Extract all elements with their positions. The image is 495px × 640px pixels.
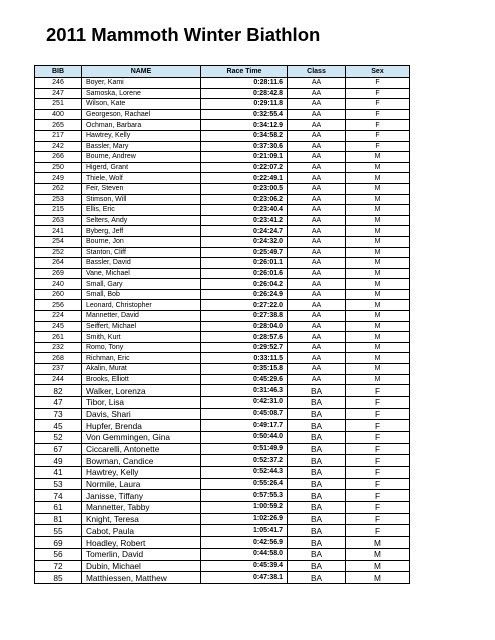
race-time-cell: 0:45:08.7 [201,408,288,420]
race-time-cell: 0:42:56.9 [201,537,288,549]
sex-cell: M [346,194,410,205]
table-row [35,537,410,549]
name-cell: Georgeson, Rachael [82,109,201,120]
bib-cell: 73 [35,408,82,420]
name-cell: Tibor, Lisa [82,396,201,408]
column-header-bib: BIB [35,66,82,78]
race-time-cell: 0:32:55.4 [201,109,288,120]
bib-cell: 252 [35,247,82,258]
bib-cell: 247 [35,88,82,99]
race-time-cell: 0:26:04.2 [201,279,288,290]
bib-cell: 55 [35,525,82,537]
name-cell: Hawtrey, Kelly [82,130,201,141]
class-cell: AA [288,279,346,290]
class-cell: BA [288,396,346,408]
table-row [35,525,410,537]
race-time-cell: 0:45:39.4 [201,560,288,572]
name-cell: Vane, Michael [82,268,201,279]
name-cell: Samoska, Lorene [82,88,201,99]
table-row [35,502,410,514]
name-cell: Akalin, Murat [82,364,201,375]
name-cell: Walker, Lorenza [82,385,201,397]
race-time-cell: 0:23:40.4 [201,205,288,216]
sex-cell: M [346,537,410,549]
bib-cell: 74 [35,490,82,502]
bib-cell: 254 [35,236,82,247]
bib-cell: 61 [35,502,82,514]
bib-cell: 250 [35,162,82,173]
table-row [35,120,410,131]
table-row [35,420,410,432]
race-time-cell: 0:42:31.0 [201,396,288,408]
bib-cell: 232 [35,342,82,353]
class-cell: BA [288,455,346,467]
table-row [35,205,410,216]
race-time-cell: 0:21:09.1 [201,152,288,163]
sex-cell: M [346,173,410,184]
race-time-cell: 1:05:41.7 [201,525,288,537]
sex-cell: M [346,572,410,584]
table-row [35,289,410,300]
sex-cell: M [346,152,410,163]
table-row [35,109,410,120]
class-cell: AA [288,268,346,279]
bib-cell: 69 [35,537,82,549]
bib-cell: 269 [35,268,82,279]
name-cell: Hupfer, Brenda [82,420,201,432]
name-cell: Janisse, Tiffany [82,490,201,502]
race-time-cell: 0:51:49.9 [201,443,288,455]
sex-cell: M [346,374,410,385]
class-cell: BA [288,420,346,432]
sex-cell: M [346,560,410,572]
table-row [35,300,410,311]
class-cell: AA [288,289,346,300]
class-cell: AA [288,258,346,269]
sex-cell: M [346,205,410,216]
name-cell: Hawtrey, Kelly [82,467,201,479]
table-row [35,572,410,584]
class-cell: AA [288,247,346,258]
class-cell: AA [288,364,346,375]
bib-cell: 265 [35,120,82,131]
sex-cell: F [346,525,410,537]
bib-cell: 81 [35,513,82,525]
race-time-cell: 0:24:32.0 [201,236,288,247]
table-row [35,353,410,364]
name-cell: Bowman, Candice [82,455,201,467]
sex-cell: M [346,268,410,279]
name-cell: Boyer, Kami [82,78,201,89]
race-time-cell: 0:22:49.1 [201,173,288,184]
race-time-cell: 0:23:06.2 [201,194,288,205]
class-cell: BA [288,513,346,525]
table-row [35,548,410,560]
race-time-cell: 0:52:37.2 [201,455,288,467]
table-row [35,99,410,110]
class-cell: AA [288,88,346,99]
race-time-cell: 0:23:41.2 [201,215,288,226]
class-cell: BA [288,548,346,560]
race-time-cell: 0:29:52.7 [201,342,288,353]
table-row [35,226,410,237]
bib-cell: 242 [35,141,82,152]
class-cell: AA [288,109,346,120]
race-time-cell: 0:26:24.9 [201,289,288,300]
class-cell: AA [288,342,346,353]
sex-cell: M [346,289,410,300]
bib-cell: 253 [35,194,82,205]
sex-cell: M [346,279,410,290]
race-time-cell: 0:37:30.6 [201,141,288,152]
race-time-cell: 0:27:38.8 [201,311,288,322]
name-cell: Hoadley, Robert [82,537,201,549]
class-cell: AA [288,120,346,131]
table-row [35,311,410,322]
name-cell: Smith, Kurt [82,332,201,343]
table-row [35,152,410,163]
table-row [35,443,410,455]
race-time-cell: 1:00:59.2 [201,502,288,514]
sex-cell: M [346,548,410,560]
sex-cell: M [346,342,410,353]
sex-cell: F [346,478,410,490]
table-row [35,236,410,247]
race-time-cell: 0:33:11.5 [201,353,288,364]
race-time-cell: 0:28:42.8 [201,88,288,99]
sex-cell: M [346,162,410,173]
sex-cell: M [346,258,410,269]
class-cell: BA [288,537,346,549]
table-row [35,396,410,408]
name-cell: Tomerlin, David [82,548,201,560]
class-cell: AA [288,99,346,110]
bib-cell: 261 [35,332,82,343]
name-cell: Normile, Laura [82,478,201,490]
table-row [35,162,410,173]
table-row [35,215,410,226]
table-row [35,385,410,397]
sex-cell: M [346,311,410,322]
sex-cell: F [346,109,410,120]
name-cell: Byberg, Jeff [82,226,201,237]
name-cell: Bourne, Jon [82,236,201,247]
bib-cell: 72 [35,560,82,572]
sex-cell: M [346,353,410,364]
sex-cell: M [346,215,410,226]
sex-cell: M [346,183,410,194]
race-time-cell: 0:28:57.6 [201,332,288,343]
name-cell: Wilson, Kate [82,99,201,110]
bib-cell: 49 [35,455,82,467]
name-cell: Selters, Andy [82,215,201,226]
class-cell: AA [288,353,346,364]
class-cell: BA [288,467,346,479]
class-cell: AA [288,78,346,89]
bib-cell: 268 [35,353,82,364]
bib-cell: 82 [35,385,82,397]
table-row [35,183,410,194]
name-cell: Matthiessen, Matthew [82,572,201,584]
bib-cell: 237 [35,364,82,375]
page-title: 2011 Mammoth Winter Biathlon [46,24,321,45]
name-cell: Richman, Eric [82,353,201,364]
race-time-cell: 0:28:04.0 [201,321,288,332]
bib-cell: 263 [35,215,82,226]
bib-cell: 260 [35,289,82,300]
race-time-cell: 0:34:12.9 [201,120,288,131]
table-row [35,467,410,479]
name-cell: Ciccarelli, Antonette [82,443,201,455]
class-cell: AA [288,226,346,237]
name-cell: Knight, Teresa [82,513,201,525]
name-cell: Ellis, Eric [82,205,201,216]
table-row [35,321,410,332]
sex-cell: F [346,99,410,110]
table-row [35,78,410,89]
table-row [35,374,410,385]
name-cell: Ochman, Barbara [82,120,201,131]
name-cell: Bassler, Mary [82,141,201,152]
bib-cell: 245 [35,321,82,332]
sex-cell: F [346,78,410,89]
class-cell: AA [288,183,346,194]
table-row [35,268,410,279]
bib-cell: 251 [35,99,82,110]
class-cell: AA [288,300,346,311]
race-time-cell: 0:50:44.0 [201,431,288,443]
bib-cell: 41 [35,467,82,479]
bib-cell: 215 [35,205,82,216]
sex-cell: F [346,443,410,455]
class-cell: AA [288,194,346,205]
bib-cell: 67 [35,443,82,455]
class-cell: AA [288,205,346,216]
sex-cell: F [346,120,410,131]
column-header-race-time: Race Time [201,66,288,78]
sex-cell: F [346,385,410,397]
sex-cell: M [346,300,410,311]
race-time-cell: 0:22:07.2 [201,162,288,173]
bib-cell: 53 [35,478,82,490]
class-cell: BA [288,502,346,514]
class-cell: AA [288,162,346,173]
sex-cell: M [346,236,410,247]
sex-cell: F [346,408,410,420]
bib-cell: 56 [35,548,82,560]
name-cell: Higerd, Grant [82,162,201,173]
bib-cell: 246 [35,78,82,89]
class-cell: BA [288,525,346,537]
race-time-cell: 0:25:49.7 [201,247,288,258]
name-cell: Romo, Tony [82,342,201,353]
column-header-name: NAME [82,66,201,78]
race-time-cell: 0:45:29.6 [201,374,288,385]
name-cell: Cabot, Paula [82,525,201,537]
table-row [35,342,410,353]
bib-cell: 244 [35,374,82,385]
table-row [35,431,410,443]
bib-cell: 217 [35,130,82,141]
table-row [35,279,410,290]
bib-cell: 266 [35,152,82,163]
bib-cell: 45 [35,420,82,432]
name-cell: Bourne, Andrew [82,152,201,163]
name-cell: Seiffert, Michael [82,321,201,332]
class-cell: BA [288,560,346,572]
race-time-cell: 1:02:26.9 [201,513,288,525]
name-cell: Mannetter, David [82,311,201,322]
race-time-cell: 0:44:58.0 [201,548,288,560]
sex-cell: F [346,420,410,432]
race-time-cell: 0:31:46.3 [201,385,288,397]
name-cell: Bassler, David [82,258,201,269]
bib-cell: 224 [35,311,82,322]
class-cell: BA [288,408,346,420]
name-cell: Davis, Shari [82,408,201,420]
bib-cell: 240 [35,279,82,290]
bib-cell: 241 [35,226,82,237]
bib-cell: 262 [35,183,82,194]
name-cell: Mannetter, Tabby [82,502,201,514]
sex-cell: F [346,141,410,152]
sex-cell: F [346,455,410,467]
bib-cell: 256 [35,300,82,311]
sex-cell: M [346,332,410,343]
sex-cell: F [346,490,410,502]
class-cell: AA [288,332,346,343]
sex-cell: M [346,364,410,375]
class-cell: BA [288,572,346,584]
sex-cell: M [346,226,410,237]
table-header-row [35,66,410,78]
race-time-cell: 0:57:55.3 [201,490,288,502]
table-row [35,88,410,99]
name-cell: Thiele, Wolf [82,173,201,184]
class-cell: AA [288,321,346,332]
table-row [35,364,410,375]
class-cell: AA [288,215,346,226]
class-cell: BA [288,385,346,397]
table-row [35,194,410,205]
bib-cell: 249 [35,173,82,184]
sex-cell: F [346,513,410,525]
class-cell: AA [288,130,346,141]
class-cell: AA [288,236,346,247]
column-header-class: Class [288,66,346,78]
race-time-cell: 0:24:24.7 [201,226,288,237]
table-row [35,513,410,525]
table-row [35,130,410,141]
race-time-cell: 0:23:00.5 [201,183,288,194]
race-time-cell: 0:49:17.7 [201,420,288,432]
name-cell: Von Gemmingen, Gina [82,431,201,443]
bib-cell: 52 [35,431,82,443]
bib-cell: 85 [35,572,82,584]
race-time-cell: 0:26:01.1 [201,258,288,269]
name-cell: Small, Gary [82,279,201,290]
sex-cell: M [346,321,410,332]
sex-cell: F [346,88,410,99]
results-table [34,65,410,584]
table-row [35,490,410,502]
race-time-cell: 0:26:01.6 [201,268,288,279]
table-row [35,247,410,258]
race-time-cell: 0:35:15.8 [201,364,288,375]
bib-cell: 400 [35,109,82,120]
table-row [35,173,410,184]
class-cell: AA [288,141,346,152]
race-time-cell: 0:29:11.8 [201,99,288,110]
sex-cell: F [346,396,410,408]
class-cell: BA [288,490,346,502]
name-cell: Stanton, Cliff [82,247,201,258]
name-cell: Brooks, Elliott [82,374,201,385]
sex-cell: F [346,467,410,479]
name-cell: Stimson, Will [82,194,201,205]
table-row [35,141,410,152]
race-time-cell: 0:47:38.1 [201,572,288,584]
table-row [35,560,410,572]
bib-cell: 47 [35,396,82,408]
table-row [35,455,410,467]
race-time-cell: 0:34:58.2 [201,130,288,141]
class-cell: AA [288,311,346,322]
table-row [35,478,410,490]
race-time-cell: 0:55:26.4 [201,478,288,490]
class-cell: BA [288,478,346,490]
class-cell: AA [288,152,346,163]
table-row [35,258,410,269]
race-time-cell: 0:28:11.6 [201,78,288,89]
class-cell: BA [288,431,346,443]
name-cell: Feir, Steven [82,183,201,194]
table-row [35,332,410,343]
race-time-cell: 0:52:44.3 [201,467,288,479]
sex-cell: F [346,431,410,443]
name-cell: Small, Bob [82,289,201,300]
table-row [35,408,410,420]
sex-cell: M [346,247,410,258]
column-header-sex: Sex [346,66,410,78]
bib-cell: 264 [35,258,82,269]
name-cell: Leonard, Christopher [82,300,201,311]
class-cell: AA [288,173,346,184]
sex-cell: F [346,130,410,141]
class-cell: AA [288,374,346,385]
class-cell: BA [288,443,346,455]
race-time-cell: 0:27:22.0 [201,300,288,311]
sex-cell: F [346,502,410,514]
name-cell: Dubin, Michael [82,560,201,572]
